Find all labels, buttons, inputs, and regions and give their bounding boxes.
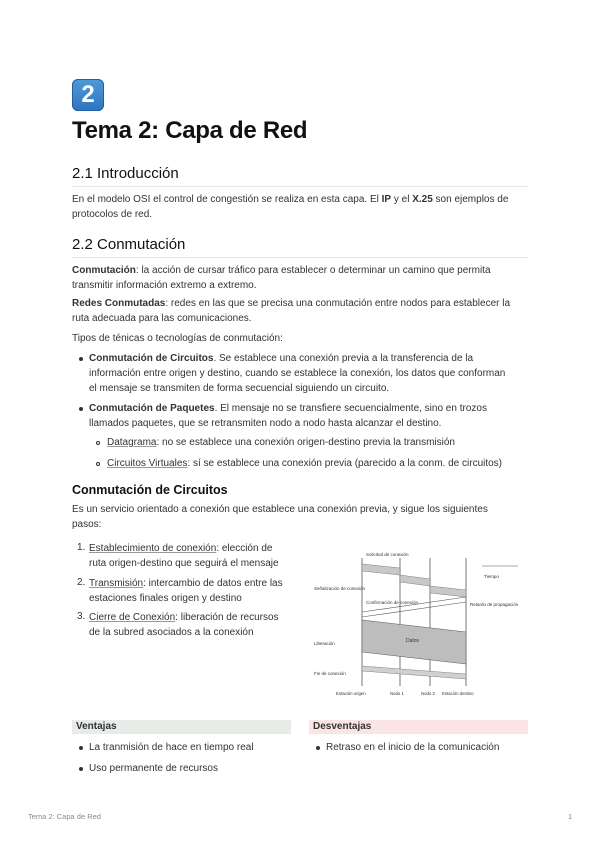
step-item [89,541,299,571]
text: : elección de [216,543,273,554]
step-number: 3. [77,611,86,622]
text: estaciones finales origen y destino [89,593,242,604]
term: Establecimiento de conexión [89,543,217,554]
bullet [79,746,83,750]
text: ruta adecuada para las comunicaciones. [72,313,252,324]
term-link: Datagrama [107,437,157,448]
diagram-label: Confirmación de conexión [366,600,419,605]
diagram-label: Tiempo [484,574,499,579]
circuitos-intro [72,502,528,532]
term: Cierre de Conexión [89,612,176,623]
list-item-datagrama [107,435,527,450]
text: : intercambio de datos entre las [143,578,283,589]
intro-text: y el [391,194,413,205]
text: : redes en las que se precisa una conmutación entre nodos para establecer la [165,298,511,309]
page-number: 1 [568,812,573,821]
diagram-label: Solicitud de conexión [366,552,409,557]
intro-text: son ejemplos de [432,194,509,205]
diagram-label: Estación destino [442,691,474,696]
subsection-heading: Conmutación de Circuitos [72,483,228,497]
intro-paragraph [72,192,528,222]
number-badge: 2 [72,79,104,111]
text: : no se establece una conexión origen-destino previa la transmisión [156,437,455,448]
text: Es un servicio orientado a conexión que establece una conexión previa, y sigue los siguientes [72,504,488,515]
page-title: Tema 2: Capa de Red [72,117,308,144]
list-item-circuitos [89,351,529,396]
redes-definition [72,296,528,326]
table-header-ventajas: Ventajas [72,720,291,734]
section-heading-conmutacion: 2.2 Conmutación [72,236,186,253]
step-item [89,610,299,640]
diagram-label: Nodo 2 [421,691,435,696]
text: ruta origen-destino que seguirá el mensaje [89,558,279,569]
bullet [79,407,83,411]
diagram-label: Nodo 1 [390,691,404,696]
tipos-text: Tipos de ténicas o tecnologías de conmutación: [72,333,283,344]
step-number: 2. [77,577,86,588]
text: : liberación de recursos [175,612,279,623]
bullet [79,357,83,361]
term-link: Circuitos Virtuales [107,458,188,469]
text: transmitir información extremo a extremo. [72,280,257,291]
list-item-paquetes [89,401,529,431]
text: de la subred asociados a la conexión [89,627,254,638]
conmutacion-definition [72,263,528,293]
bullet [316,746,320,750]
diagram-label: Datos [406,638,420,644]
ip-term: IP [381,194,392,205]
diagram-label: Liberación [314,641,335,646]
ventaja-item: La tranmisión de hace en tiempo real [89,742,254,753]
intro-text: En el modelo OSI el control de congestión se realiza en esta capa. El [72,194,382,205]
term: Conmutación de Paquetes [89,403,215,414]
diagram-label: Fin de conexión [314,671,346,676]
bullet [79,767,83,771]
table-header-desventajas: Desventajas [309,720,528,734]
text: información entre origen y destino, cuando se establece la conexión, los datos que conforman [89,368,506,379]
step-item [89,576,299,606]
term: Conmutación de Circuitos [89,353,214,364]
text: . El mensaje no se transfiere secuencialmente, sino en trozos [214,403,487,414]
sub-bullet [96,462,100,466]
section-divider [72,186,528,187]
text: . Se establece una conexión previa a la transferencia de la [213,353,474,364]
desventaja-item: Retraso en el inicio de la comunicación [326,742,500,753]
text: pasos: [72,519,102,530]
text: llamados paquetes, que se retransmiten nodo a nodo hasta alcanzar el destino. [89,418,442,429]
x25-term: X.25 [412,194,433,205]
text: : sí se establece una conexión previa (parecido a la conm. de circuitos) [187,458,503,469]
section-divider [72,257,528,258]
text: el mensaje se transmiten de forma secuencial siguiendo un circuito. [89,383,390,394]
intro-text: protocolos de red. [72,209,153,220]
circuit-switching-timing-diagram [314,548,520,700]
diagram-label: Señalización de conexión [314,586,366,591]
sub-bullet [96,441,100,445]
term: Conmutación [72,265,136,276]
text: : la acción de cursar tráfico para establecer o determinar un camino que permita [135,265,491,276]
diagram-label: Estación origen [336,691,366,696]
section-heading-introduccion: 2.1 Introducción [72,165,179,182]
ventaja-item: Uso permanente de recursos [89,763,218,774]
step-number: 1. [77,542,86,553]
footer-title: Tema 2: Capa de Red [28,812,101,821]
term: Redes Conmutadas [72,298,166,309]
list-item-circuitos-virtuales [107,456,527,471]
diagram-label: Retardo de propagación [470,602,519,607]
term: Transmisión [89,578,144,589]
